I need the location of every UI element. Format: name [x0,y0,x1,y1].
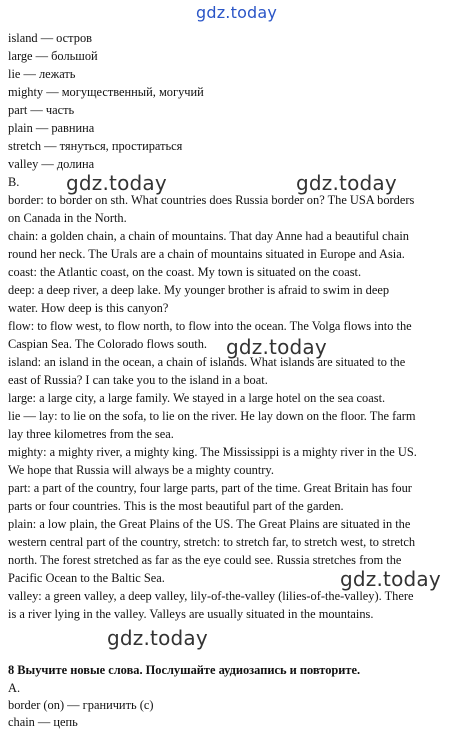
exercise-item: chain — цепь [8,715,78,729]
watermark: gdz.today [66,171,167,195]
body-line: island: an island in the ocean, a chain of islands. What islands are situated to the [8,355,406,369]
body-line: plain: a low plain, the Great Plains of the US. The Great Plains are situated in the [8,517,411,531]
body-line: north. The forest stretched as far as the eye could see. Russia stretches from the [8,553,402,567]
body-line: part: a part of the country, four large parts, part of the time. Great Britain has four [8,481,412,495]
body-line: Caspian Sea. The Colorado flows south. [8,337,208,351]
body-line: is a river lying in the valley. Valleys are usually situated in the mountains. [8,607,374,621]
body-line: on Canada in the North. [8,211,127,225]
body-line: chain: a golden chain, a chain of mountains. That day Anne had a beautiful chain [8,229,409,243]
body-line: parts or four countries. This is the most beautiful part of the garden. [8,499,344,513]
vocab-item: large — большой [8,49,98,63]
body-line: We hope that Russia will always be a mighty country. [8,463,274,477]
watermark: gdz.today [226,335,327,359]
exercise-label-a: А. [8,681,21,695]
body-line: lay three kilometres from the sea. [8,427,174,441]
body-line: border: to border on sth. What countries does Russia border on? The USA borders [8,193,415,207]
body-line: Pacific Ocean to the Baltic Sea. [8,571,165,585]
vocab-item: mighty — могущественный, могучий [8,85,204,99]
watermark: gdz.today [107,626,208,650]
vocab-item: part — часть [8,103,75,117]
body-line: flow: to flow west, to flow north, to flow into the ocean. The Volga flows into the [8,319,412,333]
vocab-item: plain — равнина [8,121,95,135]
body-line: mighty: a mighty river, a mighty king. The Mississippi is a mighty river in the US. [8,445,417,459]
vocab-item: island — остров [8,31,92,45]
body-line: coast: the Atlantic coast, on the coast. My town is situated on the coast. [8,265,362,279]
body-line: lie — lay: to lie on the sofa, to lie on the river. He lay down on the floor. The farm [8,409,416,423]
body-line: western central part of the country, stretch: to stretch far, to stretch west, to stretch [8,535,416,549]
section-b-label: B. [8,175,20,189]
exercise-item: border (on) — граничить (с) [8,698,154,712]
vocab-item: lie — лежать [8,67,76,81]
body-line: round her neck. The Urals are a chain of mountains situated in Europe and Asia. [8,247,405,261]
body-line: deep: a deep river, a deep lake. My younger brother is afraid to swim in deep [8,283,390,297]
body-line: large: a large city, a large family. We stayed in a large hotel on the sea coast. [8,391,386,405]
vocab-item: valley — долина [8,157,95,171]
body-line: valley: a green valley, a deep valley, lily-of-the-valley (lilies-of-the-valley). There [8,589,414,603]
watermark: gdz.today [340,567,441,591]
exercise-heading: 8 Выучите новые слова. Послушайте аудиозапись и повторите. [8,663,361,677]
watermark: gdz.today [296,171,397,195]
body-line: east of Russia? I can take you to the island in a boat. [8,373,268,387]
vocab-item: stretch — тянуться, простираться [8,139,183,153]
body-line: water. How deep is this canyon? [8,301,169,315]
watermark-top: gdz.today [196,3,278,22]
